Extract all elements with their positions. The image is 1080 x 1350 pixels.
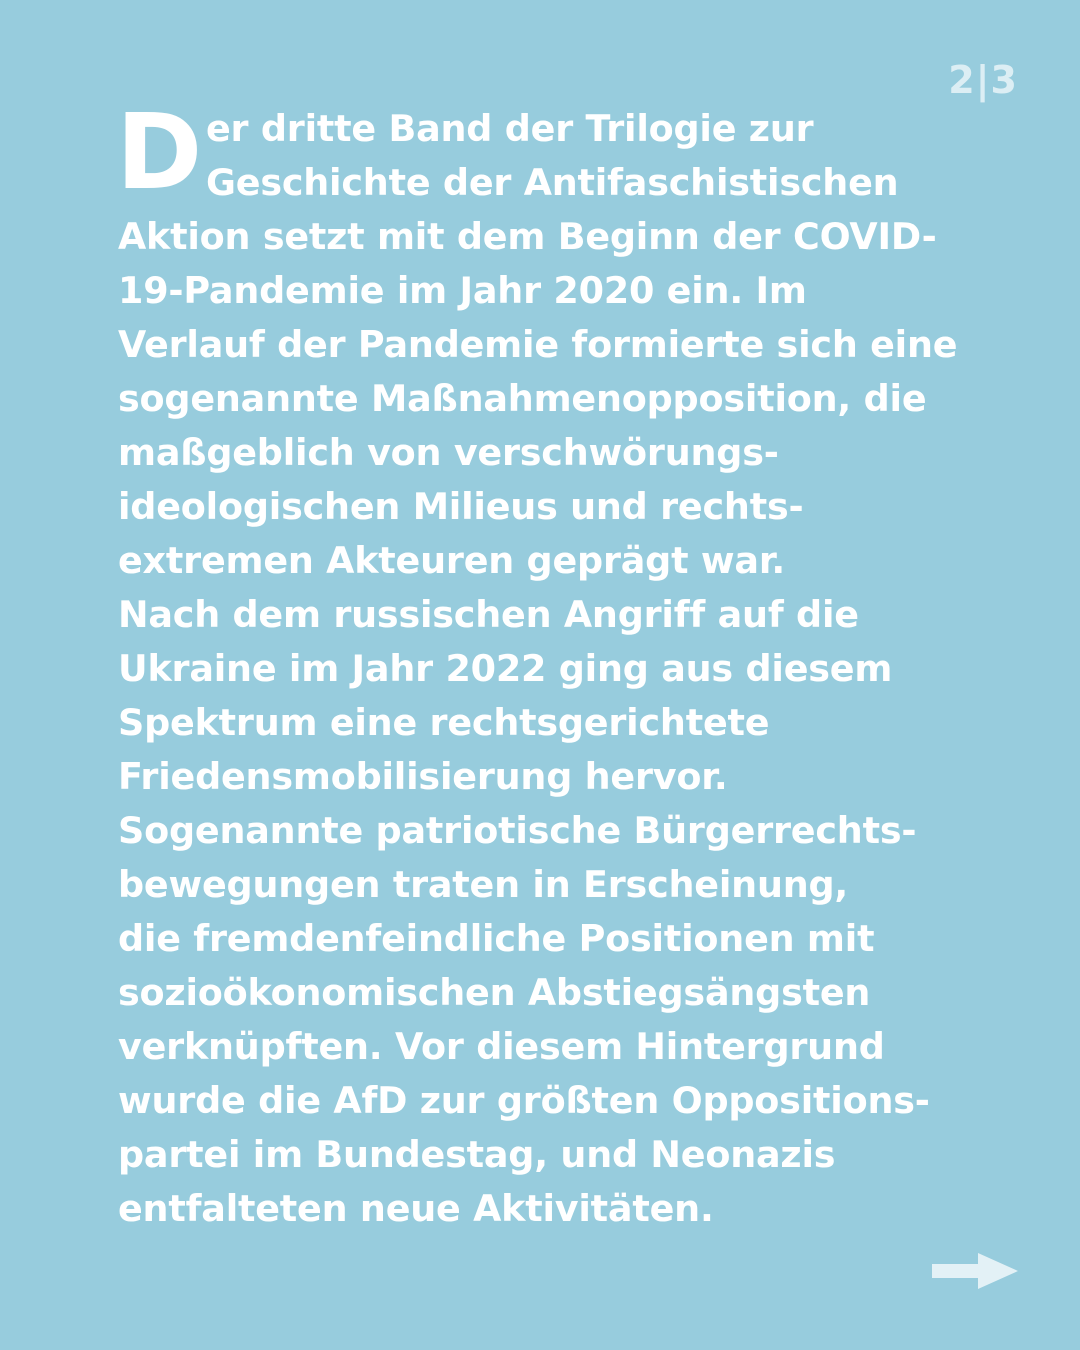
text-line: Ukraine im Jahr 2022 ging aus diesem <box>118 647 893 690</box>
text-line: die fremdenfeindliche Positionen mit <box>118 917 875 960</box>
arrow-right-icon[interactable] <box>932 1253 1020 1289</box>
text-line: Sogenannte patriotische Bürgerrechts- <box>118 809 917 852</box>
text-line: Verlauf der Pandemie formierte sich eine <box>118 323 958 366</box>
body-text <box>116 91 1018 1236</box>
drop-cap: D <box>116 91 203 213</box>
page-indicator: 2|3 <box>948 58 1018 102</box>
text-line: entfalteten neue Aktivitäten. <box>118 1187 714 1230</box>
text-line: partei im Bundestag, und Neonazis <box>118 1133 836 1176</box>
text-line: ideologischen Milieus und rechts- <box>118 485 804 528</box>
text-line: Friedensmobilisierung hervor. <box>118 755 728 798</box>
text-line: wurde die AfD zur größten Oppositions- <box>118 1079 930 1122</box>
text-line: sozioökonomischen Abstiegsängsten <box>118 971 871 1014</box>
text-line: er dritte Band der Trilogie zur <box>206 107 814 150</box>
text-line: Geschichte der Antifaschistischen <box>206 161 899 204</box>
text-line: bewegungen traten in Erscheinung, <box>118 863 849 906</box>
dropcap-block <box>116 91 1018 213</box>
text-line: Spektrum eine rechtsgerichtete <box>118 701 770 744</box>
text-line: 19-Pandemie im Jahr 2020 ein. Im <box>118 269 807 312</box>
text-line: extremen Akteuren geprägt war. <box>118 539 786 582</box>
text-line: Aktion setzt mit dem Beginn der COVID- <box>118 215 937 258</box>
text-line: sogenannte Maßnahmenopposition, die <box>118 377 927 420</box>
text-line: Nach dem russischen Angriff auf die <box>118 593 859 636</box>
text-line: verknüpften. Vor diesem Hintergrund <box>118 1025 885 1068</box>
text-line: maßgeblich von verschwörungs- <box>118 431 779 474</box>
